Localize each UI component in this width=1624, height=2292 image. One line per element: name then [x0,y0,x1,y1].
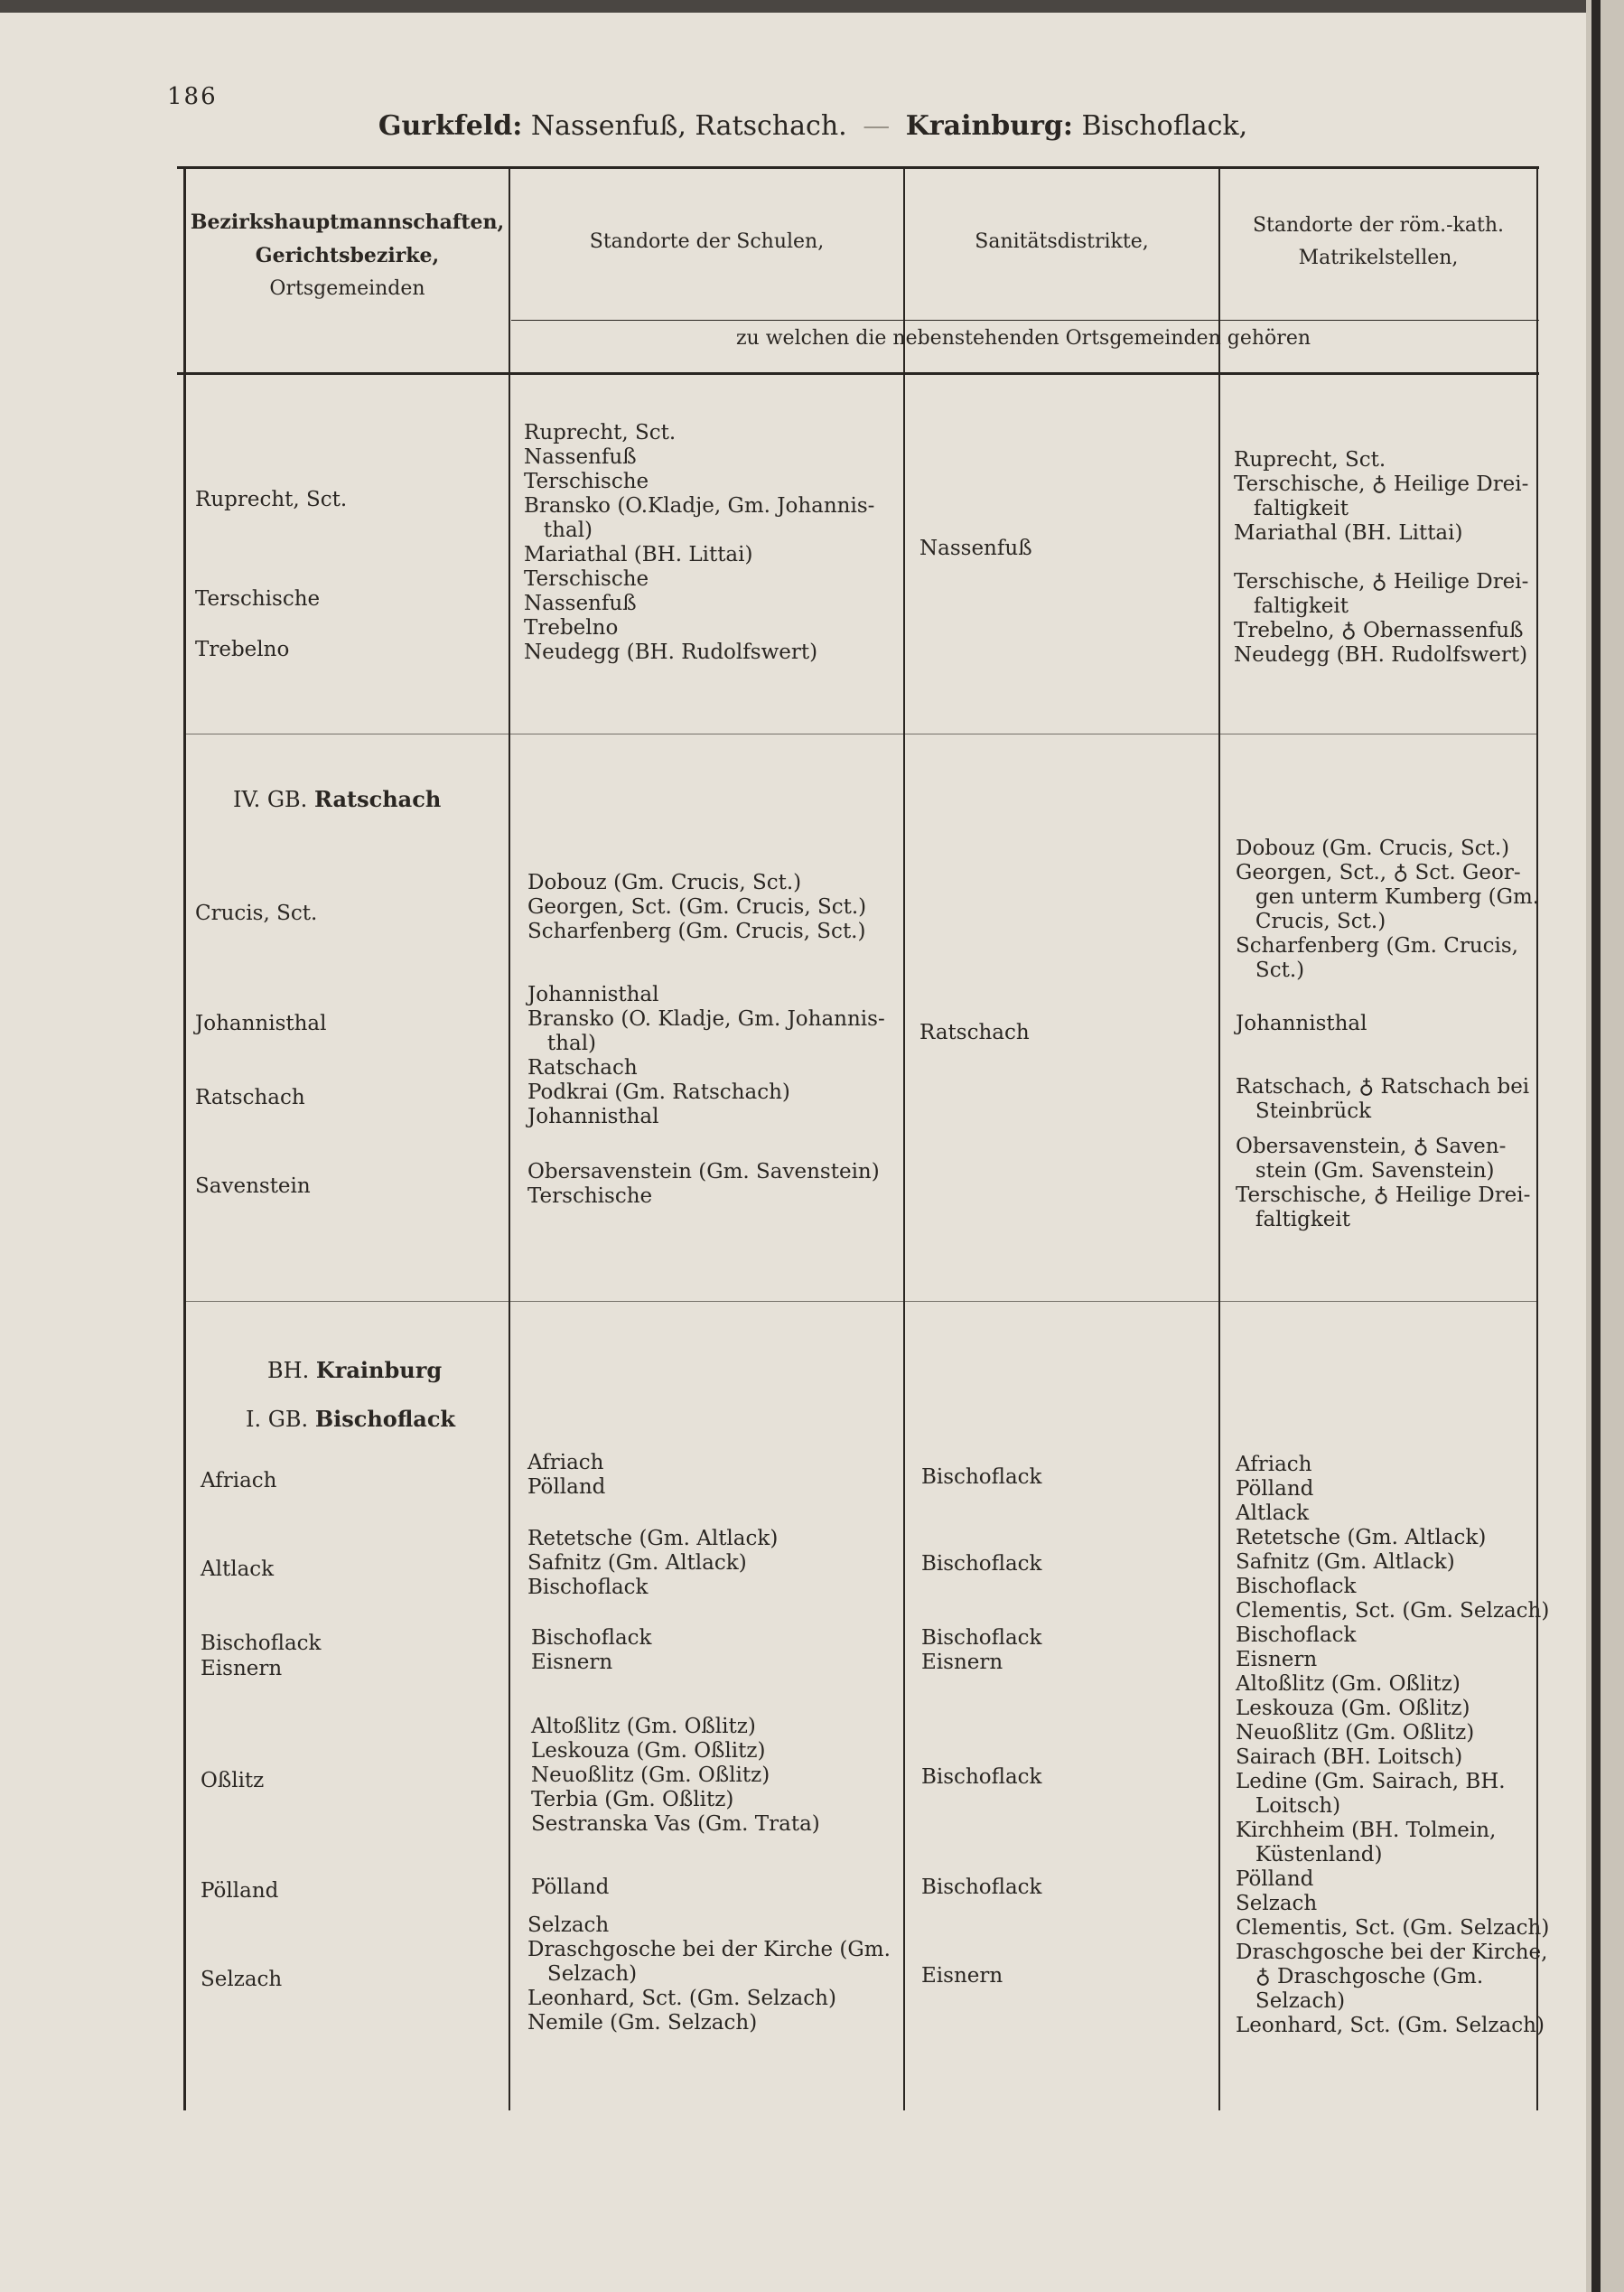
header-col-matrikel [1220,210,1536,275]
schulen-selzach: Selzach Draschgosche bei der Kirche (Gm. Selzach) Leonhard, Sct. (Gm. Selzach) Nemile (Gm. Selzach) [527,1913,891,2035]
header-ortsgemeinden: Ortsgemeinden [269,277,425,300]
gemeinde-bischoflack: Bischoflack [201,1632,322,1655]
schulen-altlack: Retetsche (Gm. Altlack) Safnitz (Gm. Altlack) Bischoflack [527,1527,779,1599]
bh-prefix: BH. [267,1358,310,1383]
schulen-afriach: Afriach Pölland [527,1451,606,1499]
sanitaet-nassenfuss: Nassenfuß [919,537,1032,560]
gemeinde-savenstein: Savenstein [195,1174,311,1198]
header-subheader: zu welchen die nebenstehenden Ortsgemeinden gehören [735,327,1311,350]
gemeinde-ratschach: Ratschach [195,1086,305,1109]
page-top-edge [0,0,1624,13]
gemeinde-afriach: Afriach [201,1469,277,1492]
column-rule-2 [903,168,905,2110]
header-gerichtsbezirke: Gerichtsbezirke, [255,244,440,267]
matrikel-section2-savenstein: Obersavenstein, ♁ Saven- stein (Gm. Savenstein) Terschische, ♁ Heilige Drei- faltigkeit [1236,1135,1531,1231]
sanitaet-osslitz: Bischoflack [921,1765,1042,1789]
schulen-section2-savenstein: Obersavenstein (Gm. Savenstein) Terschische [527,1160,880,1208]
running-head [181,110,1445,142]
header-matrikel-line1: Standorte der röm.-kath. [1252,214,1504,237]
sanitaet-altlack: Bischoflack [921,1552,1042,1576]
table-left-rule [183,168,186,2110]
sanitaet-afriach: Bischoflack [921,1465,1042,1489]
header-matrikel-line2: Matrikelstellen, [1298,247,1459,269]
schulen-section1: Ruprecht, Sct. Nassenfuß Terschische Bransko (O.Kladje, Gm. Johannis- thal) Mariathal (BH. Littai) Terschische Nassenfuß Trebelno Neudegg (BH. Rudolfswert) [524,421,875,664]
gemeinde-altlack: Altlack [201,1558,275,1581]
column-rule-1 [509,168,510,2110]
column-rule-3 [1218,168,1220,2110]
table-top-rule [177,166,1539,169]
sanitaet-ratschach: Ratschach [919,1021,1030,1044]
gemeinde-johannisthal: Johannisthal [195,1012,327,1035]
running-head-places-1: Nassenfuß, Ratschach. [522,110,847,142]
schulen-poelland: Pölland [531,1876,610,1899]
header-col-schulen: Standorte der Schulen, [589,230,825,253]
matrikel-section2-johannisthal: Johannisthal [1236,1012,1367,1035]
table-header-rule [177,372,1539,375]
section-title-ratschach [233,786,441,812]
gemeinde-osslitz: Oßlitz [201,1769,265,1792]
section-title-bischoflack [246,1406,455,1432]
running-head-district-1: Gurkfeld: [378,110,523,142]
running-head-separator: — [863,110,891,142]
schulen-osslitz: Altoßlitz (Gm. Oßlitz) Leskouza (Gm. Oßlitz) Neuoßlitz (Gm. Oßlitz) Terbia (Gm. Oßlitz) Sestranska Vas (Gm. Trata) [531,1715,820,1836]
matrikel-section3: Afriach Pölland Altlack Retetsche (Gm. Altlack) Safnitz (Gm. Altlack) Bischoflack Clementis, Sct. (Gm. Selzach) Bischoflack Eisnern Altoßlitz (Gm. Oßlitz) Leskouza (Gm. Oßlitz) Neuoßlitz (Gm. Oßlitz) Sairach (BH. Loitsch) Ledine (Gm. Sairach, BH. Loitsch) Kirchheim (BH. Tolmein, Küstenland) Pölland Selzach Clementis, Sct. (Gm. Selzach) Draschgosche bei der Kirche, ♁ Draschgosche (Gm. Selzach) Leonhard, Sct. (Gm. Selzach) [1236,1453,1550,2037]
page-right-edge [1586,0,1624,2292]
binding-bar [1591,0,1601,2292]
running-head-places-2: Bischoflack, [1072,110,1248,142]
gb-name-bischoflack: Bischoflack [314,1406,456,1432]
gb-prefix-i: I. GB. [246,1407,309,1432]
gemeinde-crucis: Crucis, Sct. [195,902,318,925]
subheader-rule [511,320,1539,321]
sanitaet-selzach: Eisnern [921,1964,1003,1988]
sanitaet-bischoflack: Bischoflack Eisnern [921,1626,1042,1674]
bh-name-krainburg: Krainburg [315,1357,443,1383]
matrikel-section2-crucis: Dobouz (Gm. Crucis, Sct.) Georgen, Sct., ♁ Sct. Geor- gen unterm Kumberg (Gm. Crucis, Sct.) Scharfenberg (Gm. Crucis, Sct.) [1236,837,1540,982]
header-col-sanitaet: Sanitätsdistrikte, [975,230,1149,253]
gemeinde-ruprecht: Ruprecht, Sct. [195,488,348,511]
header-col-gemeinden [186,206,509,305]
gemeinde-selzach: Selzach [201,1968,283,1991]
header-bezirkshauptmannschaften: Bezirkshauptmannschaften, [190,210,505,234]
gemeinde-eisnern: Eisnern [201,1657,283,1680]
gb-prefix-iv: IV. GB. [233,787,308,812]
schulen-bischoflack: Bischoflack Eisnern [531,1626,652,1674]
matrikel-section2-ratschach: Ratschach, ♁ Ratschach bei Steinbrück [1236,1075,1530,1123]
gemeinde-terschische: Terschische [195,587,321,611]
running-head-district-2: Krainburg: [905,110,1073,142]
gb-name-ratschach: Ratschach [313,786,442,812]
gemeinde-trebelno: Trebelno [195,638,290,661]
schulen-section2-crucis: Dobouz (Gm. Crucis, Sct.) Georgen, Sct. (Gm. Crucis, Sct.) Scharfenberg (Gm. Crucis, Sct.) [527,871,867,943]
section-title-krainburg [267,1357,442,1383]
schulen-section2-johannisthal: Johannisthal Bransko (O. Kladje, Gm. Johannis- thal) Ratschach Podkrai (Gm. Ratschach) Johannisthal [527,983,885,1128]
matrikel-section1: Ruprecht, Sct. Terschische, ♁ Heilige Drei- faltigkeit Mariathal (BH. Littai) Terschische, ♁ Heilige Drei- faltigkeit Trebelno, ♁ Obernassenfuß Neudegg (BH. Rudolfswert) [1234,448,1529,667]
sanitaet-poelland: Bischoflack [921,1876,1042,1899]
section-rule-2 [186,1301,1536,1302]
page-number: 186 [167,83,218,110]
gemeinde-poelland: Pölland [201,1879,279,1903]
